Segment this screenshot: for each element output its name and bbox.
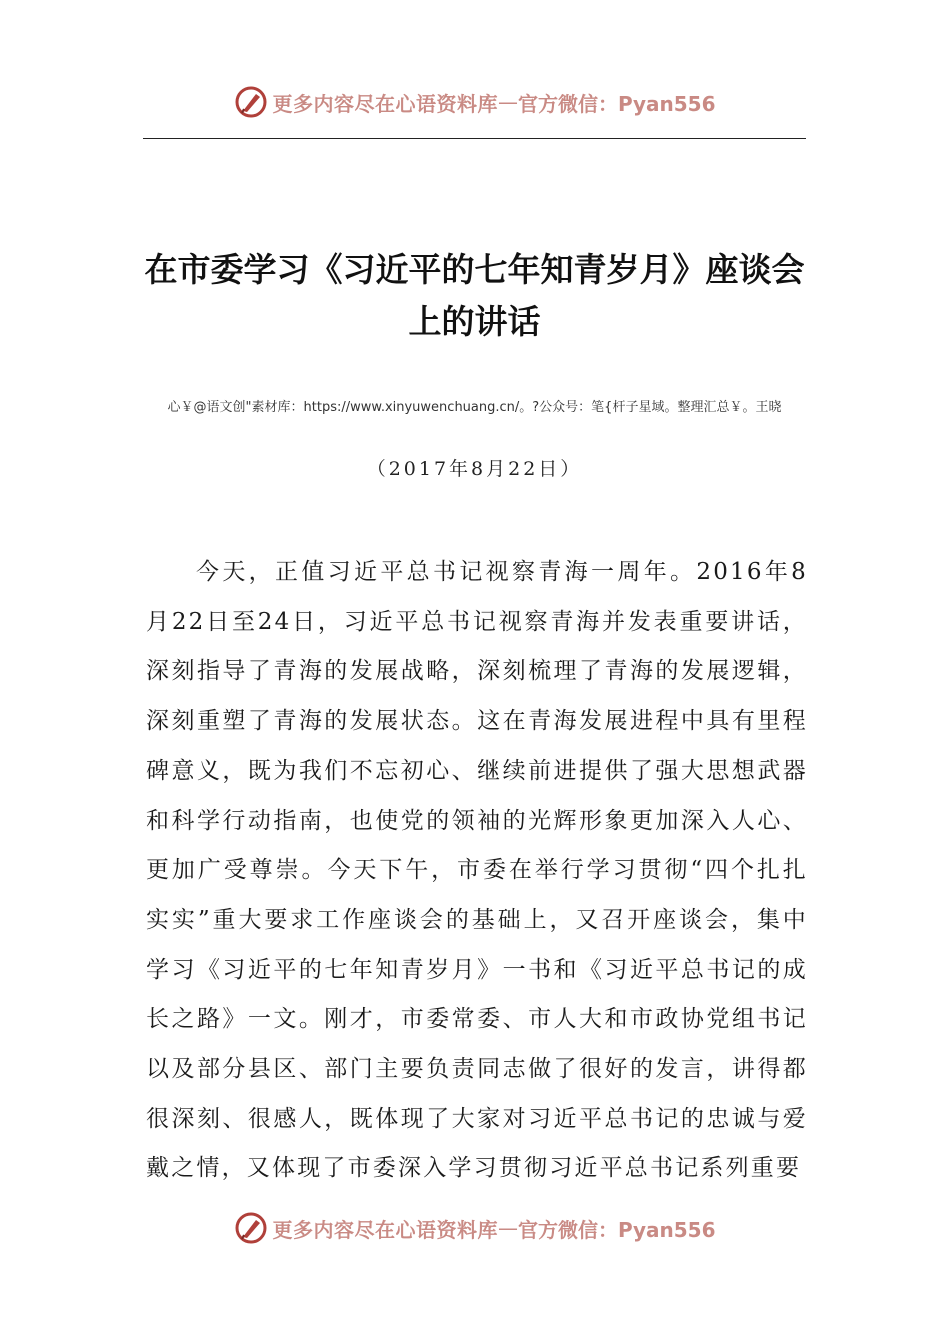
banner-separator: —: [497, 90, 518, 114]
footer-banner-separator: —: [497, 1216, 518, 1240]
banner-wechat: 官方微信：Pyan556: [517, 91, 716, 116]
banner-text: 更多内容尽在心语资料库: [272, 91, 498, 116]
quill-pen-logo-icon: [234, 1211, 268, 1245]
source-note: 心￥@语文创"素材库：https://www.xinyuwenchuang.cn/。?公众号：笔{杆子星域。整理汇总￥。王晓: [167, 400, 782, 415]
footer-banner: [0, 1208, 950, 1248]
header-banner: [0, 82, 950, 122]
footer-banner-text: 更多内容尽在心语资料库: [272, 1217, 498, 1242]
document-title: 在市委学习《习近平的七年知青岁月》座谈会上的讲话: [144, 250, 805, 341]
quill-pen-logo-icon: [234, 85, 268, 119]
body-paragraph: 今天，正值习近平总书记视察青海一周年。2016年8月22日至24日，习近平总书记视察青海并发表重要讲话，深刻指导了青海的发展战略，深刻梳理了青海的发展逻辑，深刻重塑了青海的发展状态。这在青海发展进程中具有里程碑意义，既为我们不忘初心、继续前进提供了强大思想武器和科学行动指南，也使党的领袖的光辉形象更加深入人心、更加广受尊崇。今天下午，市委在举行学习贯彻“四个扎扎实实”重大要求工作座谈会的基础上，又召开座谈会，集中学习《习近平的七年知青岁月》一书和《习近平总书记的成长之路》一文。刚才，市委常委、市人大和市政协党组书记以及部分县区、部门主要负责同志做了很好的发言，讲得都很深刻、很感人，既体现了大家对习近平总书记的忠诚与爱戴之情，又体现了市委深入学习贯彻习近平总书记系列重要: [146, 559, 808, 1182]
header-divider: [143, 138, 806, 139]
speech-date: （2017年8月22日）: [366, 458, 583, 480]
footer-banner-wechat: 官方微信：Pyan556: [517, 1217, 716, 1242]
